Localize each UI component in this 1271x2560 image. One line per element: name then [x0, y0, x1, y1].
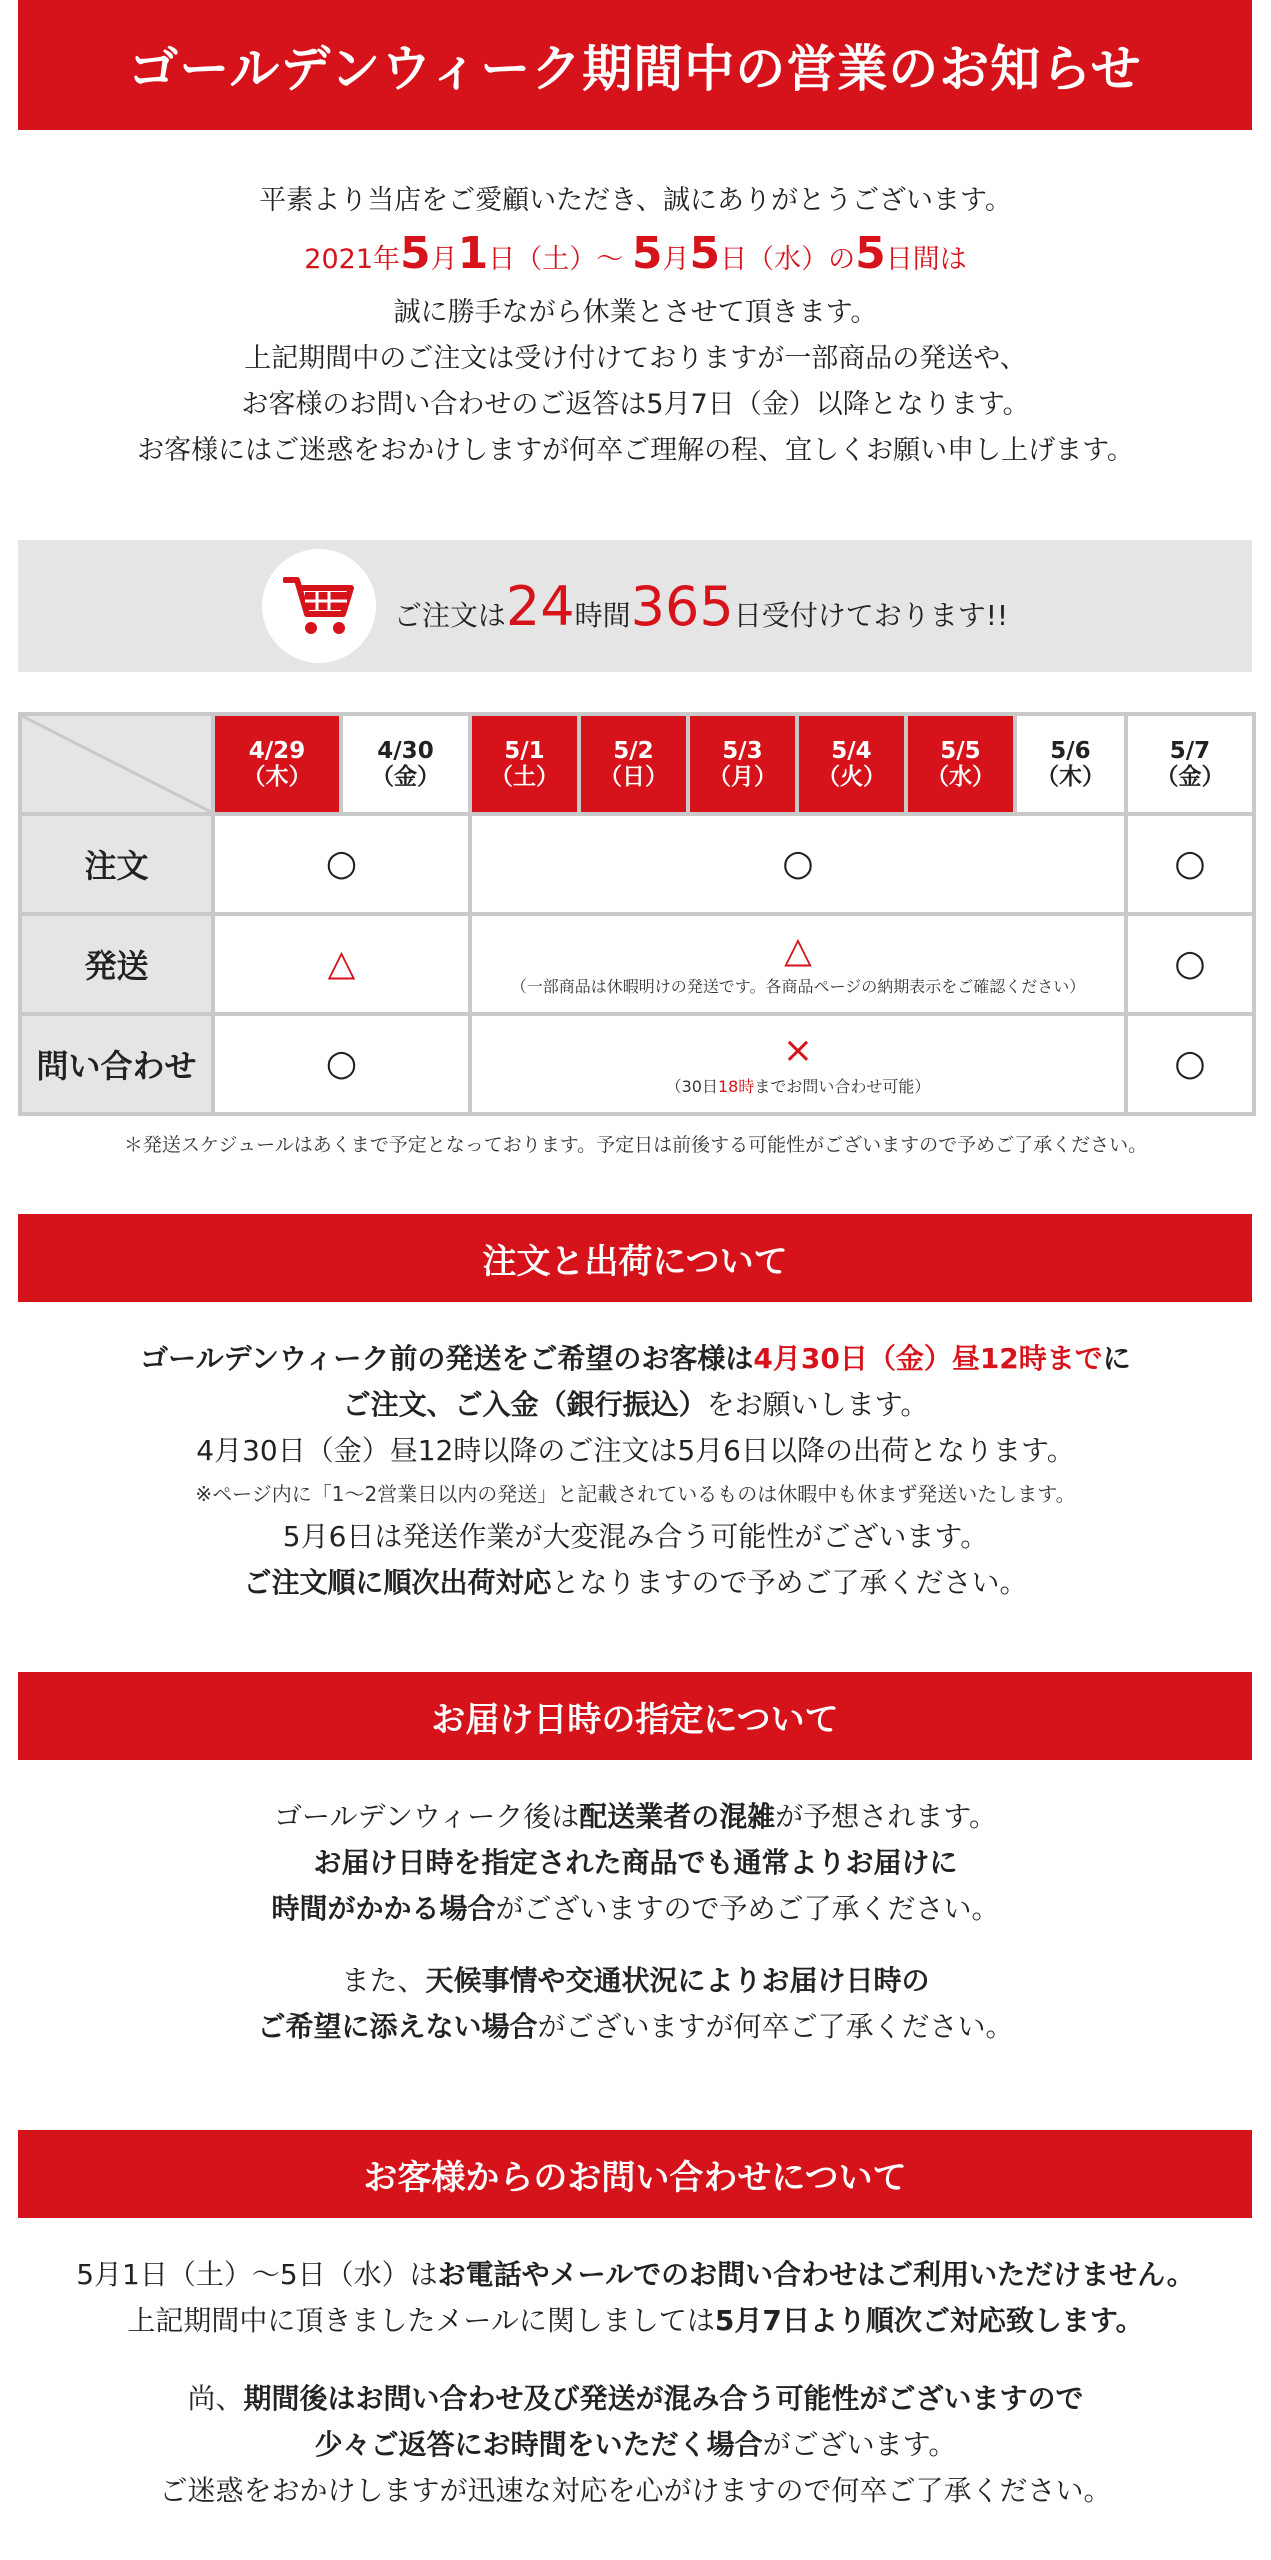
row-label-inquiry: 問い合わせ: [20, 1014, 213, 1114]
shipping-section: [0, 1336, 1271, 1606]
date-header-0505: 5/5 （水）: [906, 714, 1015, 814]
shipping-line-1: ゴールデンウィーク前の発送をご希望のお客様は4月30日（金）昼12時までに: [140, 1342, 1131, 1375]
intro-line: お客様のお問い合わせのご返答は5月7日（金）以降となります。: [241, 389, 1030, 420]
shipping-line-5: 5月6日は発送作業が大変混み合う可能性がございます。: [282, 1520, 989, 1553]
cart-icon: [283, 574, 355, 638]
row-label-ship: 発送: [20, 914, 213, 1014]
date-header-0504: 5/4 （火）: [797, 714, 906, 814]
intro-line: お客様にはご迷惑をおかけしますが何卒ご理解の程、宜しくお願い申し上げます。: [137, 435, 1134, 466]
schedule-footnote: ＊発送スケジュールはあくまで予定となっております。予定日は前後する可能性がございますので予めご了承ください。: [123, 1134, 1148, 1156]
delivery-line-1: ゴールデンウィーク後は配送業者の混雑が予想されます。: [274, 1800, 997, 1833]
date-header-0506: 5/6 （木）: [1015, 714, 1126, 814]
date-header-0430: 4/30 （金）: [341, 714, 470, 814]
table-corner-cell: [20, 714, 213, 814]
inquiry-line-5: ご迷惑をおかけしますが迅速な対応を心がけますので何卒ご了承ください。: [159, 2474, 1112, 2507]
inquiry-line-1: 5月1日（土）～5日（水）はお電話やメールでのお問い合わせはご利用いただけません。: [76, 2258, 1195, 2291]
date-header-0501: 5/1 （土）: [470, 714, 579, 814]
diagonal-line: [22, 716, 211, 812]
order-status-holiday: ○: [470, 814, 1126, 914]
greeting-text: 平素より当店をご愛顧いただき、誠にありがとうございます。: [259, 185, 1012, 216]
table-row-inquiry: [20, 1014, 1254, 1114]
delivery-line-4: また、天候事情や交通状況によりお届け日時の: [341, 1964, 930, 1997]
inquiry-line-4: 少々ご返答にお時間をいただく場合がございます。: [314, 2428, 957, 2461]
page-title: [18, 0, 1252, 130]
shipping-line-2: ご注文、ご入金（銀行振込）をお願いします。: [342, 1388, 929, 1421]
order-banner-text: ご注文は24時間365日受付けております!!: [393, 574, 1009, 638]
inquiry-heading: お客様からのお問い合わせについて: [18, 2130, 1252, 2218]
cart-icon-badge: [262, 549, 376, 663]
inquiry-status-holiday: × （30日18時までお問い合わせ可能）: [470, 1014, 1126, 1114]
intro-line: 誠に勝手ながら休業とさせて頂きます。: [393, 297, 878, 328]
delivery-heading: お届け日時の指定について: [18, 1672, 1252, 1760]
ship-status-holiday: △ （一部商品は休暇明けの発送です。各商品ページの納期表示をご確認ください）: [470, 914, 1126, 1014]
intro-line: 上記期間中のご注文は受け付けておりますが一部商品の発送や、: [244, 343, 1027, 374]
inquiry-status-after: ○: [1126, 1014, 1254, 1114]
inquiry-line-3: 尚、期間後はお問い合わせ及び発送が混み合う可能性がございますので: [187, 2382, 1084, 2415]
delivery-line-5: ご希望に添えない場合がございますが何卒ご了承ください。: [257, 2010, 1014, 2043]
table-row-ship: [20, 914, 1254, 1014]
date-header-0502: 5/2 （日）: [579, 714, 688, 814]
schedule-table: [18, 712, 1256, 1116]
ship-status-after: ○: [1126, 914, 1254, 1014]
delivery-line-3: 時間がかかる場合がございますので予めご了承ください。: [271, 1892, 1000, 1925]
delivery-section: [0, 1794, 1271, 1932]
inquiry-section: [0, 2252, 1271, 2344]
intro-section: [0, 178, 1271, 474]
ship-status-before: △: [213, 914, 470, 1014]
shipping-line-6: ご注文順に順次出荷対応となりますので予めご了承ください。: [243, 1566, 1028, 1599]
order-banner: [18, 540, 1252, 672]
date-header-0507: 5/7 （金）: [1126, 714, 1254, 814]
table-row-order: [20, 814, 1254, 914]
inquiry-status-before: ○: [213, 1014, 470, 1114]
inquiry-section-2: [0, 2376, 1271, 2514]
order-status-before: ○: [213, 814, 470, 914]
inquiry-line-2: 上記期間中に頂きましたメールに関しましては5月7日より順次ご対応致します。: [127, 2304, 1144, 2337]
delivery-section-2: [0, 1958, 1271, 2050]
page-title-text: ゴールデンウィーク期間中の営業のお知らせ: [128, 40, 1142, 98]
row-label-order: 注文: [20, 814, 213, 914]
shipping-heading: 注文と出荷について: [18, 1214, 1252, 1302]
shipping-line-3: 4月30日（金）昼12時以降のご注文は5月6日以降の出荷となります。: [196, 1434, 1075, 1467]
closure-dates: 2021年5月1日（土）～ 5月5日（水）の5日間は: [304, 228, 967, 279]
date-header-0429: 4/29 （木）: [213, 714, 341, 814]
order-status-after: ○: [1126, 814, 1254, 914]
shipping-note: ※ページ内に「1～2営業日以内の発送」と記載されているものは休暇中も休まず発送いたします。: [195, 1482, 1076, 1506]
delivery-line-2: お届け日時を指定された商品でも通常よりお届けに: [313, 1846, 958, 1879]
date-header-0503: 5/3 （月）: [688, 714, 797, 814]
